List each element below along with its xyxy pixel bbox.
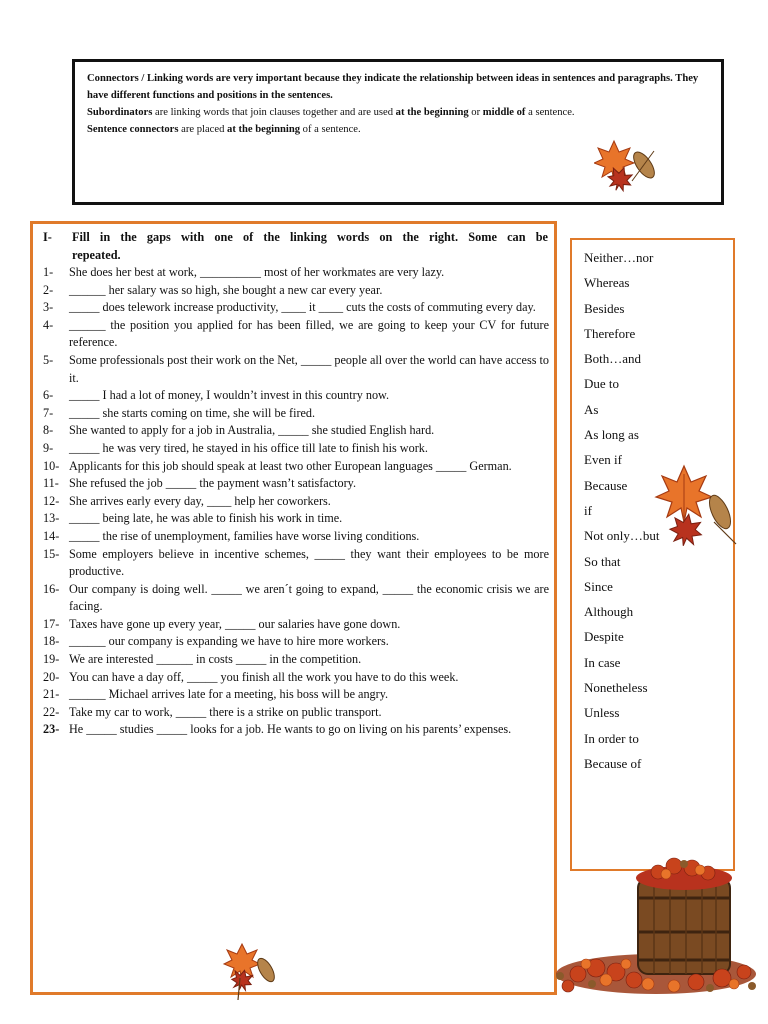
item-text: _____ does telework increase productivity, ____ it ____ cuts the costs of commuting every day. [69, 300, 536, 315]
item-text: _____ he was very tired, he stayed in his office till late to finish his work. [69, 440, 428, 455]
item-number: 16- [43, 581, 60, 596]
subordinators-or: or [468, 107, 483, 118]
intro-lead: Connectors / Linking words are very important because they indicate the relationship between ideas in sentences and paragraphs. They have different functions and positions in the sentences. [87, 73, 699, 101]
item-text: She does her best at work, __________ most of her workmates are very lazy. [69, 265, 445, 279]
autumn-leaves-icon [594, 133, 662, 195]
word-bank-item: Nonetheless [584, 680, 648, 696]
exercise-number: I- [43, 230, 52, 244]
exercise-item [43, 686, 549, 704]
exercise-items [43, 264, 549, 739]
exercise-item [43, 721, 549, 739]
item-number: 19- [43, 652, 60, 667]
exercise-item [43, 528, 549, 546]
item-number: 17- [43, 616, 60, 631]
word-bank-item: Because of [584, 755, 642, 771]
exercise-item [43, 651, 549, 669]
item-text: Take my car to work, _____ there is a strike on public transport. [69, 704, 382, 719]
item-number: 1- [43, 265, 54, 279]
item-text: _____ being late, he was able to finish his work in time. [69, 511, 343, 526]
item-number: 3- [43, 300, 54, 315]
exercise-item [43, 704, 549, 722]
item-number: 4- [43, 317, 54, 332]
connectors-term: Sentence connectors [87, 124, 179, 135]
item-text: He _____ studies _____ looks for a job. He wants to go on living on his parents’ expenses. [69, 722, 512, 737]
connectors-beginning: at the beginning [227, 124, 301, 135]
item-text: Our company is doing well. _____ we aren´t going to expand, _____ the economic crisis we are facing. [69, 581, 549, 614]
item-number: 12- [43, 493, 60, 508]
exercise-item [43, 405, 549, 423]
item-number: 11- [43, 476, 59, 491]
item-text: She wanted to apply for a job in Australia, _____ she studied English hard. [69, 423, 435, 438]
exercise-instruction [43, 229, 548, 264]
item-number: 14- [43, 528, 60, 543]
word-bank-item: if [584, 502, 592, 518]
word-bank-item: Whereas [584, 275, 630, 291]
item-text: Some employers believe in incentive schemes, _____ they want their employees to be more productive. [69, 546, 549, 579]
item-number: 18- [43, 634, 60, 649]
exercise-item [43, 493, 549, 511]
word-bank-item: Due to [584, 376, 620, 392]
item-text: ______ her salary was so high, she bought a new car every year. [69, 282, 383, 297]
subordinators-end: a sentence. [525, 107, 575, 118]
item-text: ______ the position you applied for has been filled, we are going to keep your CV for future reference. [69, 317, 549, 350]
word-bank-item: In order to [584, 730, 639, 746]
item-text: She refused the job _____ the payment wasn’t satisfactory. [69, 476, 357, 491]
exercise-item [43, 422, 549, 440]
word-bank-item: Even if [584, 452, 622, 468]
exercise-item [43, 669, 549, 687]
exercise-box [30, 221, 557, 995]
item-text: She arrives early every day, ____ help her coworkers. [69, 493, 331, 508]
autumn-leaves-icon [646, 460, 742, 556]
item-text: _____ the rise of unemployment, families have worse living conditions. [69, 528, 420, 543]
exercise-item [43, 633, 549, 651]
item-text: Some professionals post their work on the Net, _____ people all over the world can have access to it. [69, 352, 549, 385]
exercise-item [43, 264, 549, 282]
exercise-item [43, 282, 549, 300]
item-text: We are interested ______ in costs _____ in the competition. [69, 652, 362, 667]
subordinators-text: are linking words that join clauses together and are used [152, 107, 396, 118]
exercise-item [43, 581, 549, 616]
exercise-item [43, 458, 549, 476]
item-number: 2- [43, 282, 54, 297]
item-text: Taxes have gone up every year, _____ our salaries have gone down. [69, 616, 401, 631]
word-bank-item: Not only…but [584, 528, 660, 544]
item-number: 8- [43, 423, 54, 438]
intro-subordinators [87, 104, 709, 121]
item-number: 21- [43, 687, 60, 702]
subordinators-middle: middle of [482, 107, 526, 118]
word-bank-item: Therefore [584, 325, 636, 341]
exercise-item [43, 352, 549, 387]
word-bank-item: Although [584, 604, 634, 620]
item-number: 7- [43, 405, 54, 420]
subordinators-beginning: at the beginning [395, 107, 469, 118]
exercise-item [43, 440, 549, 458]
item-number: 20- [43, 669, 60, 684]
exercise-item [43, 387, 549, 405]
word-bank-item: So that [584, 553, 621, 569]
item-text: _____ I had a lot of money, I wouldn’t invest in this country now. [69, 388, 390, 403]
subordinators-term: Subordinators [87, 107, 153, 118]
item-number: 10- [43, 458, 60, 473]
item-number: 5- [43, 352, 54, 367]
item-text: You can have a day off, _____ you finish all the work you have to do this week. [69, 669, 459, 684]
instruction-line-2: repeated. [72, 247, 121, 262]
item-text: ______ Michael arrives late for a meeting, his boss will be angry. [69, 687, 389, 702]
connectors-end: of a sentence. [300, 124, 361, 135]
exercise-item [43, 616, 549, 634]
word-bank-item: Besides [584, 300, 625, 316]
word-bank-item: Neither…nor [584, 250, 654, 265]
word-bank-item: As [584, 401, 599, 417]
item-text: ______ our company is expanding we have to hire more workers. [69, 634, 389, 649]
item-number: 15- [43, 546, 60, 561]
word-bank-item: Since [584, 578, 613, 594]
exercise-item [43, 510, 549, 528]
autumn-leaves-icon [218, 940, 282, 1002]
item-number: 13- [43, 511, 60, 526]
exercise-item [43, 546, 549, 581]
item-number: 22- [43, 704, 60, 719]
word-bank-item: As long as [584, 427, 639, 443]
word-bank-item: Despite [584, 629, 624, 645]
exercise-item [43, 475, 549, 493]
word-bank-item: Because [584, 477, 628, 493]
connectors-text: are placed [178, 124, 228, 135]
instruction-line-1: Fill in the gaps with one of the linking words on the right. Some can be [72, 230, 548, 244]
word-bank-item: In case [584, 654, 621, 670]
item-text: Applicants for this job should speak at least two other European languages _____ German. [69, 458, 512, 473]
leaf-basket-icon [546, 856, 766, 1006]
word-bank-item: Unless [584, 705, 620, 721]
word-bank-item: Both…and [584, 351, 642, 367]
exercise-item [43, 299, 549, 317]
item-text: _____ she starts coming on time, she will be fired. [69, 405, 316, 420]
item-number: 6- [43, 388, 54, 403]
item-number: 23- [43, 722, 60, 737]
exercise-item [43, 317, 549, 352]
item-number: 9- [43, 440, 54, 455]
